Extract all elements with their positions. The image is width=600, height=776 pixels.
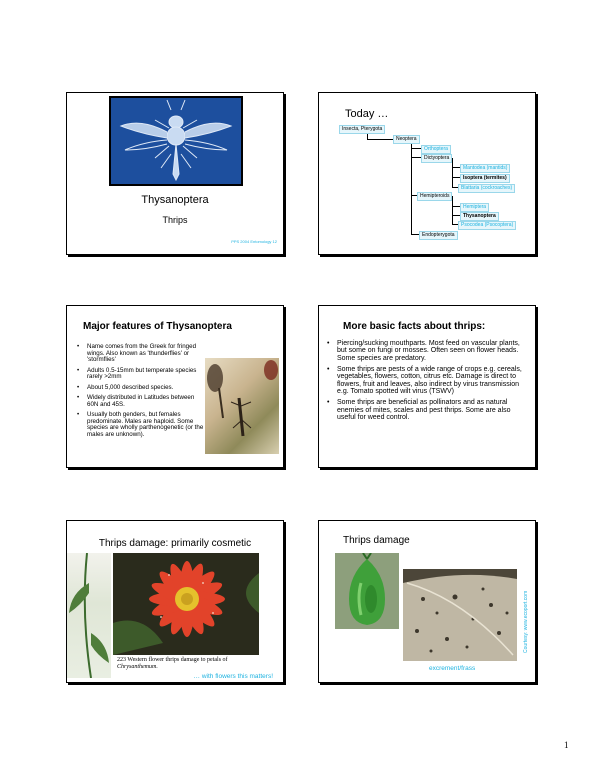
- slide6-caption: excrement/frass: [429, 665, 476, 672]
- damaged-fruit-photo: [335, 553, 399, 629]
- page-number: 1: [564, 740, 569, 750]
- slide-major-features: [66, 305, 284, 468]
- tree-node-psocodea: Psocodea (Psocoptera): [458, 221, 516, 230]
- slide5-title: Thrips damage: primarily cosmetic: [98, 538, 252, 549]
- green-fruit-icon: [335, 553, 399, 629]
- slide1-subtitle: Thrips: [162, 215, 188, 225]
- thrips-photo-icon: [205, 358, 279, 454]
- slide-thrips-damage: [318, 520, 536, 683]
- list-item: • Name comes from the Greek for fringed wings. Also known as 'thunderflies' or 'stormflies': [77, 344, 205, 364]
- slide4-bullet-list: [327, 340, 525, 425]
- list-item: • Piercing/sucking mouthparts. Most feed on vascular plants, but some on fungi or mosses. Often seen on flower heads. Some species are predatory.: [327, 340, 525, 362]
- list-item: • Adults 0.5-15mm but temperate species rarely >2mm: [77, 368, 205, 381]
- slide-thysanoptera-title: [66, 92, 284, 255]
- tree-node-isoptera: Isoptera (termites): [460, 174, 510, 183]
- leaf-stem-icon: [67, 553, 111, 678]
- chrysanthemum-photo: [113, 553, 259, 655]
- slide4-title: More basic facts about thrips:: [343, 321, 486, 332]
- slide6-title: Thrips damage: [343, 535, 410, 546]
- slide3-bullet-list: [77, 344, 205, 442]
- tree-node-dictyoptera: Dictyoptera: [421, 154, 452, 163]
- photo-caption-line1: 223 Western flower thrips damage to petals of: [117, 657, 228, 663]
- slide6-credit: Courtesy: www.ecoport.com: [523, 590, 529, 653]
- slide-today-phylogeny: [318, 92, 536, 255]
- tree-node-orthoptera: Orthoptera: [421, 145, 451, 154]
- tree-node-hemipteroids: Hemipteroids: [417, 192, 452, 201]
- flower-icon: [113, 553, 259, 655]
- frass-leaf-photo: [403, 569, 517, 661]
- list-item: • About 5,000 described species.: [77, 385, 205, 392]
- thrips-photo: [205, 358, 279, 454]
- slide1-footer: PPS 2004 Entomology 12: [231, 239, 277, 244]
- frass-leaf-icon: [403, 569, 517, 661]
- tree-node-mantodea: Mantodea (mantids): [460, 164, 510, 173]
- tree-node-hemiptera: Hemiptera: [460, 203, 489, 212]
- slide5-note: … with flowers this matters!: [193, 673, 273, 680]
- thrips-drawing-icon: [111, 98, 241, 184]
- slide1-title: Thysanoptera: [141, 194, 209, 206]
- photo-caption-line2: Chrysanthemum.: [117, 664, 158, 671]
- tree-node-thysanoptera: Thysanoptera: [460, 212, 499, 221]
- slide-thrips-damage-cosmetic: [66, 520, 284, 683]
- tree-node-blattaria: Blattaria (cockroaches): [458, 184, 515, 193]
- leaf-strip-photo: [67, 553, 111, 678]
- slide2-title: Today …: [345, 108, 389, 120]
- tree-node-endopterygota: Endopterygota: [419, 231, 458, 240]
- thrips-illustration: [109, 96, 243, 186]
- tree-node-neoptera: Neoptera: [393, 135, 420, 144]
- list-item: • Usually both genders, but females predominate. Males are haploid. Some species are wholly parthenogenetic (or the males are unknown).: [77, 412, 205, 438]
- slide3-title: Major features of Thysanoptera: [83, 321, 232, 332]
- list-item: • Some thrips are pests of a wide range of crops e.g. cereals, vegetables, flowers, cotton, citrus etc. Damage is direct to flowers, fruit and leaves, also indirect by virus transmission e.g. Tomato spotted wilt virus (TSWV): [327, 366, 525, 395]
- slide-more-facts: [318, 305, 536, 468]
- tree-node-insecta: Insecta, Pterygota: [339, 125, 385, 134]
- list-item: • Some thrips are beneficial as pollinators and as natural enemies of mites, scales and pest thrips. Some are also useful for weed control.: [327, 399, 525, 421]
- list-item: • Widely distributed in Latitudes between 60N and 45S.: [77, 395, 205, 408]
- photo-caption: [117, 657, 228, 671]
